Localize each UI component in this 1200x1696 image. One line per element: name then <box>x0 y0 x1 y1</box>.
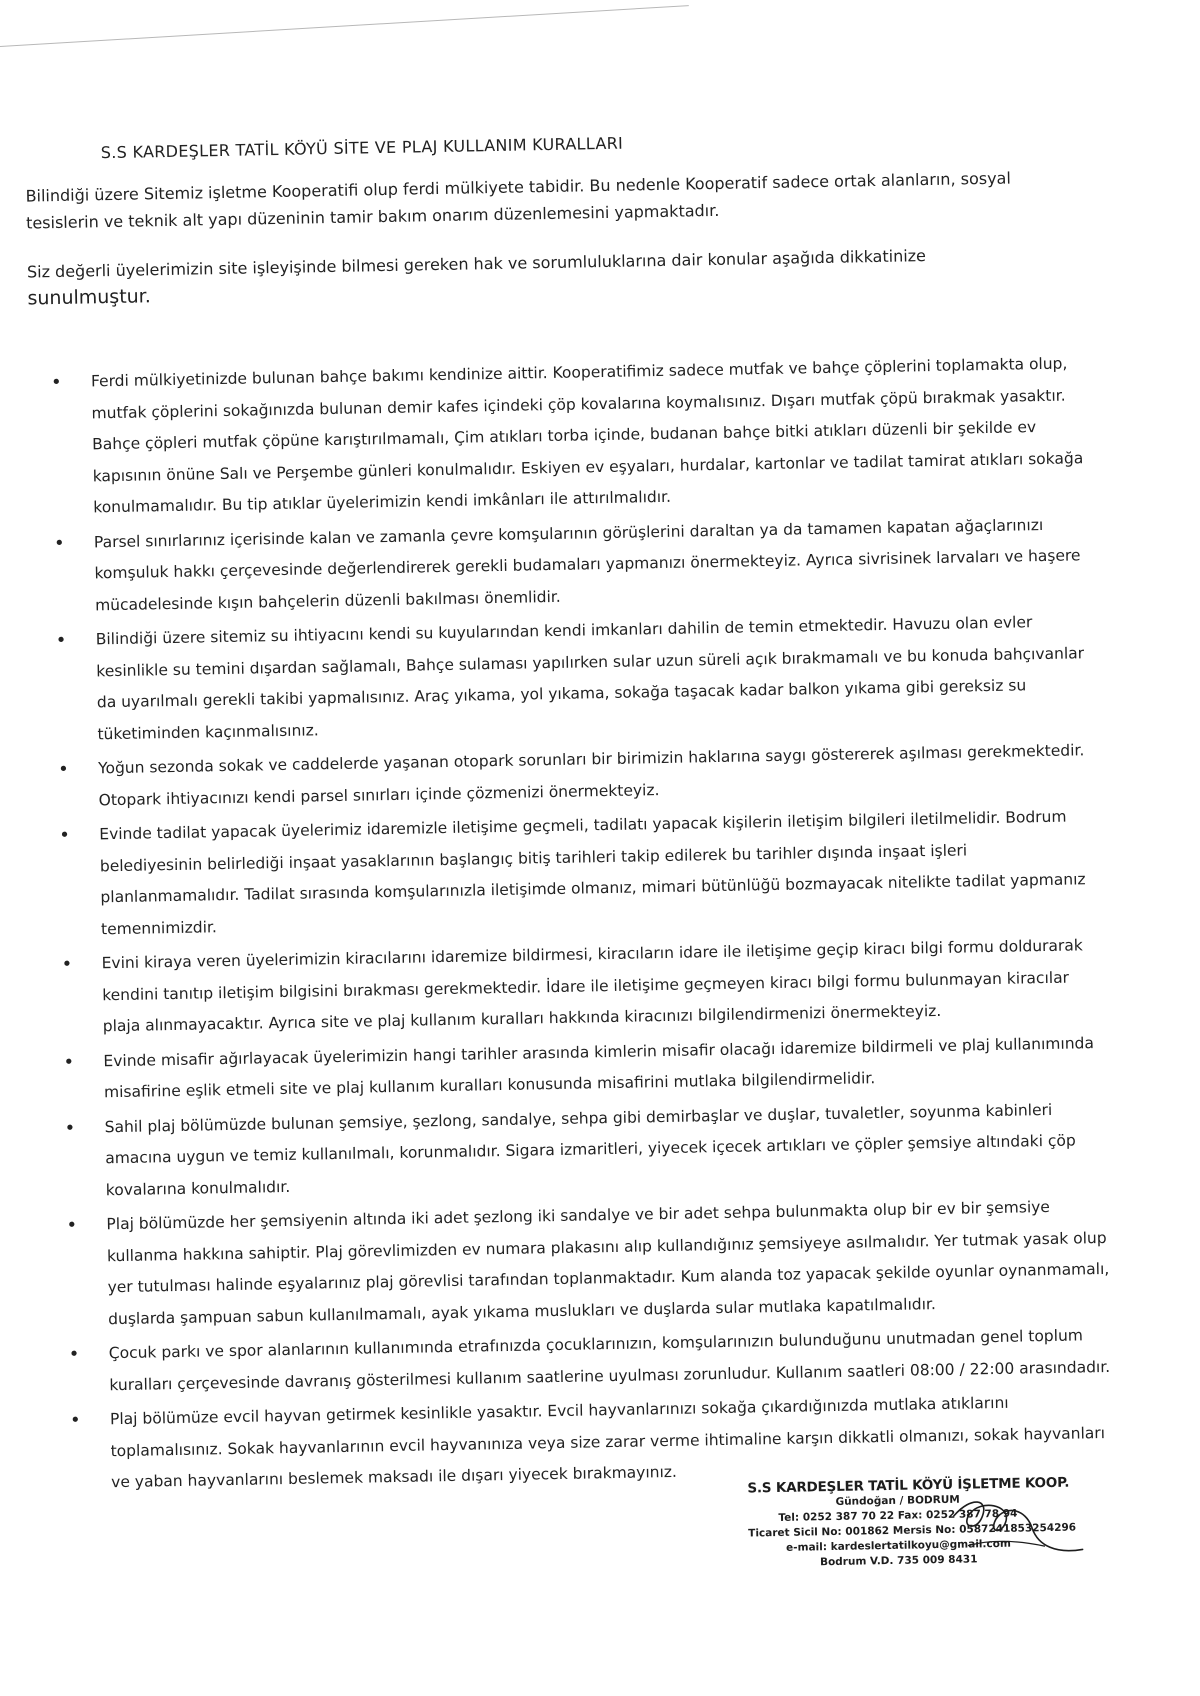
stamp-location: Gündoğan / BODRUM <box>835 1493 960 1508</box>
rule-item: • Evinde tadilat yapacak üyelerimiz idaremizle iletişime geçmeli, tadilatı yapacak kişilerin iletişim bilgileri iletilmelidir. Bodrum belediyesinin belirlediği inşaat yasaklarının başlangıç bitiş tarihleri takip edilerek bu tarihler dışında inşaat işleri planlanmamalıdır. Tadilat sırasında komşularınızla iletişimde olmanız, mimari bütünlüğü bozmayacak nitelikte tadilat yapmanız temennimizdir. <box>99 801 1106 945</box>
stamp-tax-office: Bodrum V.D. 735 009 8431 <box>819 1553 978 1569</box>
document-title: S.S KARDEŞLER TATİL KÖYÜ SİTE VE PLAJ KULLANIM KURALLARI <box>100 133 624 163</box>
intro-paragraph: Bilindiği üzere Sitemiz işletme Kooperatifi olup ferdi mülkiyete tabidir. Bu nedenle Kooperatif sadece ortak alanların, sosyal tesislerin ve teknik alt yapı düzeninin tamir bakım onarım düzenlemesini yapmaktadır. <box>25 168 1011 233</box>
rule-item: • Parsel sınırlarınız içerisinde kalan ve zamanla çevre komşularının görüşlerini daraltan ya da tamamen kapatan ağaçlarınızı komşuluk hakkı çerçevesinde değerlendirerek gerekli budamaları yapmanızı önermekteyiz. Ayrıca sivrisinek larvaları ve haşere mücadelesinde kışın bahçelerin düzenli bakılması önemlidir. <box>94 508 1101 621</box>
rule-item: • Evinde misafir ağırlayacak üyelerimizin hangi tarihler arasında kimlerin misafir olacağı idaremize bildirmeli ve plaj kullanımında misafirine eşlik etmeli site ve plaj kullanım kuralları konusunda misafirini mutlaka bilgilendirmelidir. <box>103 1027 1109 1108</box>
intro-paragraph-text: Siz değerli üyelerimizin site işleyişinde bilmesi gereken hak ve sorumluluklarına dair konular aşağıda dikkatinize <box>26 246 927 282</box>
intro-section <box>25 164 1033 334</box>
rule-item: • Plaj bölümüze evcil hayvan getirmek kesinlikle yasaktır. Evcil hayvanlarınızı sokağa çıkardığınızda mutlaka atıklarını toplamalısınız. Sokak hayvanlarının evcil hayvanınıza veya size zarar verme ihtimaline karşın dikkatli olmanızı, sokak hayvanları ve yaban hayvanlarını beslemek maksadı ile dışarı yiyecek bırakmayınız. <box>110 1386 1117 1499</box>
rule-item: • Yoğun sezonda sokak ve caddelerde yaşanan otopark sorunları bir birimizin haklarına saygı göstererek aşılması gerekmektedir. Otopark ihtiyacınızı kendi parsel sınırları içinde çözmenizi önermekteyiz. <box>98 735 1104 816</box>
rule-item: • Bilindiği üzere sitemiz su ihtiyacını kendi su kuyularından kendi imkanları dahilin de temin etmektedir. Havuzu olan evler kesinlikle su temini dışardan sağlamalı, Bahçe sulaması yapılırken sular uzun süreli açık bırakmamalı ve bu konuda bahçıvanlar da uyarılmalı gerekli takibi yapmalısınız. Araç yıkama, yol yıkama, sokağa taşacak kadar balkon yıkama gibi gereksiz su tüketiminden kaçınmalısınız. <box>95 606 1102 750</box>
intro-closing: sunulmuştur. <box>27 285 152 310</box>
rule-item: • Plaj bölümüzde her şemsiyenin altında iki adet şezlong iki sandalye ve bir adet sehpa bulunmakta olup bir ev bir şemsiye kullanma hakkına sahiptir. Plaj görevlimizden ev numara plakasını alıp kullandığınız şemsiyeye asılmalıdır. Yer tutmak yasak olup yer tutulması halinde eşyalarınız plaj görevlisi tarafından toplanmaktadır. Kum alanda toz yapacak şekilde oyunlar oynanmamalı, duşlarda şampuan sabun kullanılmamalı, ayak yıkama muslukları ve duşlarda sular mutlaka kapatılmalıdır. <box>106 1191 1113 1335</box>
stamp-phone: Tel: 0252 387 70 22 Fax: 0252 387 78 94 <box>778 1507 1018 1524</box>
intro-paragraph <box>27 240 1033 312</box>
rules-list <box>91 348 1117 1502</box>
rule-item: • Sahil plaj bölümüzde bulunan şemsiye, şezlong, sandalye, sehpa gibi demirbaşlar ve duşlar, tuvaletler, soyunma kabinleri amacına uygun ve temiz kullanılmalı, korunmalıdır. Sigara izmaritleri, yiyecek içecek artıkları ve çöpler şemsiye altındaki çöp kovalarına konulmalıdır. <box>104 1093 1111 1206</box>
signature-icon <box>947 1485 1089 1578</box>
stamp-org-name: S.S KARDEŞLER TATİL KÖYÜ İŞLETME KOOP. <box>747 1474 1070 1497</box>
stamp-email: e-mail: kardeslertatilkoyu@gmail.com <box>785 1537 1011 1554</box>
rule-item: • Evini kiraya veren üyelerimizin kiracılarını idaremize bildirmesi, kiracıların idare ile iletişime geçip kiracı bilgi formu doldurarak kendini tanıtıp iletişim bilgisini bırakması gerekmektedir. İdare ile iletişime geçmeyen kiracı bilgi formu bulunmayan kiracılar plaja alınmayacaktır. Ayrıca site ve plaj kullanım kuralları hakkında kiracınızı bilgilendirmenizi önermekteyiz. <box>101 930 1108 1043</box>
rule-item: • Çocuk parkı ve spor alanlarının kullanımında etrafınızda çocuklarınızın, komşularınızın bulunduğunu unutmadan genel toplum kuralları çerçevesinde davranış gösterilmesi kullanım saatlerine uyulması zorunludur. Kullanım saatleri 08:00 / 22:00 arasındadır. <box>109 1320 1115 1401</box>
stamp-registry: Ticaret Sicil No: 001862 Mersis No: 0587241853254296 <box>748 1521 1077 1540</box>
rule-item: • Ferdi mülkiyetinizde bulunan bahçe bakımı kendinize aittir. Kooperatifimiz sadece mutfak ve bahçe çöplerini toplamakta olup, mutfak çöplerini sokağınızda bulunan demir kafes içindeki çöp kovalarına koymalısınız. Dışarı mutfak çöpü bırakmak yasaktır. Bahçe çöpleri mutfak çöpüne karıştırılmamalı, Çim atıkları torba içinde, budanan bahçe bitki atıkları düzenli bir şekilde ev kapısının önüne Salı ve Perşembe günleri konulmalıdır. Eskiyen ev eşyaları, hurdalar, kartonlar ve tadilat tamirat atıkları sokağa konulmamalıdır. Bu tip atıklar üyelerimizin kendi imkânları ile attırılmalıdır. <box>91 348 1099 524</box>
